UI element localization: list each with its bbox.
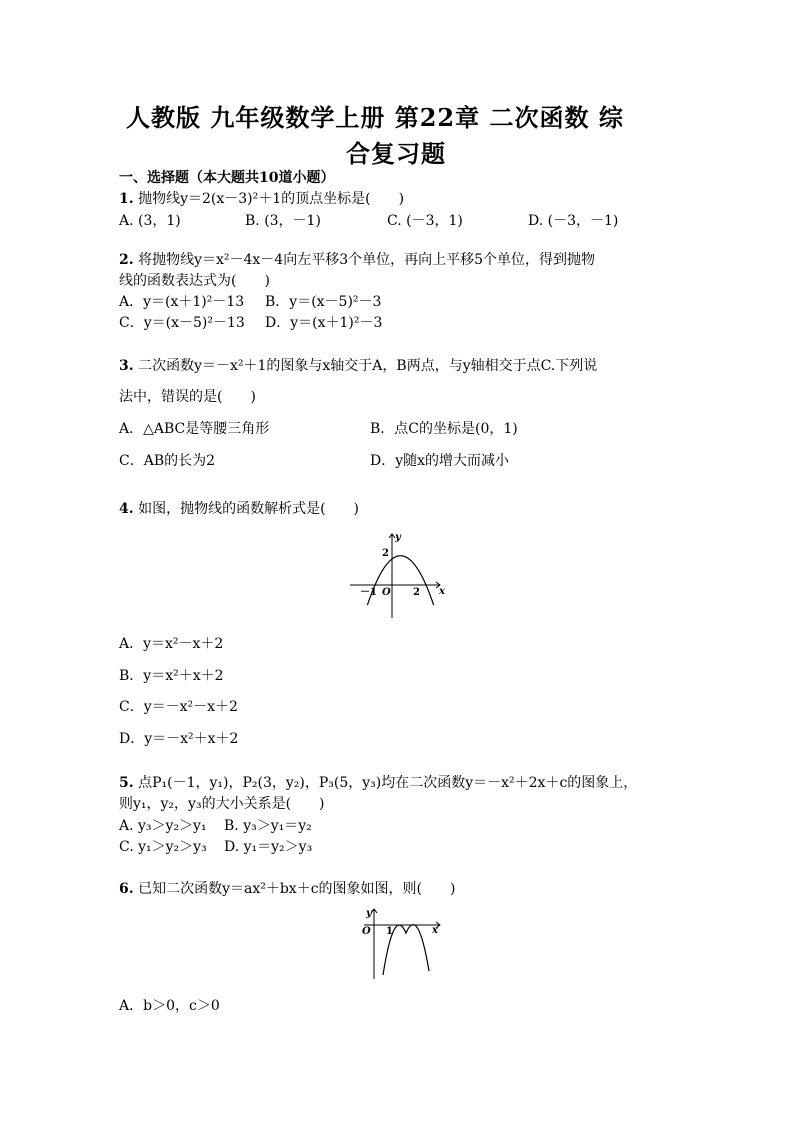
y-axis-label: y <box>366 908 372 919</box>
question-number: 3. <box>119 358 134 374</box>
q5-option-a: A. y₃＞y₂＞y₁ <box>119 818 207 834</box>
question-number: 2. <box>119 252 134 268</box>
q3-option-c: C．AB的长为2 <box>119 453 216 469</box>
q1-option-a: A. (3，1) <box>119 213 181 229</box>
question-2-stem-line1 <box>119 249 595 269</box>
question-text: 已知二次函数y＝ax²＋bx＋c的图象如图，则( ) <box>138 881 456 897</box>
q6-option-a: A．b＞0，c＞0 <box>119 998 220 1014</box>
question-text: 二次函数y＝－x²＋1的图象与x轴交于A，B两点，与y轴相交于点C.下列说 <box>138 358 598 374</box>
question-text: 如图，抛物线的函数解析式是( ) <box>138 501 360 517</box>
y-axis-label: y <box>395 532 401 543</box>
q5-option-c: C. y₁＞y₂＞y₃ <box>119 839 207 855</box>
question-number: 1. <box>119 191 134 207</box>
x-axis-label: x <box>432 925 438 936</box>
q2-option-a: A．y＝(x＋1)²－13 <box>119 294 245 310</box>
question-3-stem-line1 <box>119 355 597 375</box>
q4-option-d: D．y＝－x²＋x＋2 <box>119 731 239 747</box>
origin-label: O <box>382 587 391 598</box>
question-2-stem-line2: 线的函数表达式为( ) <box>119 273 270 289</box>
x-axis-label: x <box>439 586 445 597</box>
page-title-line1: 人教版 九年级数学上册 第22章 二次函数 综 <box>126 103 624 132</box>
q4-option-b: B．y＝x²＋x＋2 <box>119 668 224 684</box>
question-text: 点P₁(－1，y₁)，P₂(3，y₂)，P₃(5，y₃)均在二次函数y＝－x²＋2x＋c的图象上， <box>138 775 638 791</box>
question-number: 4. <box>119 501 134 517</box>
parabola-curve <box>367 556 433 605</box>
q1-option-c: C. (－3，1) <box>387 213 463 229</box>
root-neg-one-label: －1 <box>360 587 377 598</box>
q5-option-b: B. y₃＞y₁＝y₂ <box>224 818 312 834</box>
question-1-stem <box>119 188 404 208</box>
question-3-stem-line2: 法中，错误的是( ) <box>119 389 256 405</box>
question-6-stem <box>119 878 455 898</box>
question-number: 5. <box>119 775 134 791</box>
page-title-line2: 合复习题 <box>346 139 446 168</box>
question-4-stem <box>119 498 359 518</box>
q2-option-c: C．y＝(x－5)²－13 <box>119 315 245 331</box>
origin-label: O <box>362 926 371 937</box>
question-text: 将抛物线y＝x²－4x－4向左平移3个单位，再向上平移5个单位，得到抛物 <box>138 252 596 268</box>
y-intercept-label: 2 <box>382 548 389 559</box>
question-text: 抛物线y＝2(x－3)²＋1的顶点坐标是( ) <box>138 191 405 207</box>
section-heading: 一、选择题（本大题共10道小题） <box>119 170 335 186</box>
q1-option-b: B. (3，－1) <box>245 213 321 229</box>
question-5-stem-line1 <box>119 772 637 792</box>
q2-option-b: B．y＝(x－5)²－3 <box>265 294 382 310</box>
q4-parabola-graph <box>340 528 450 620</box>
q2-option-d: D．y＝(x＋1)²－3 <box>265 315 383 331</box>
q3-option-a: A．△ABC是等腰三角形 <box>119 421 270 437</box>
q4-option-c: C．y＝－x²－x＋2 <box>119 699 238 715</box>
question-number: 6. <box>119 881 134 897</box>
q3-option-d: D．y随x的增大而减小 <box>370 453 510 469</box>
q5-option-d: D. y₁＝y₂＞y₃ <box>224 839 313 855</box>
q3-option-b: B．点C的坐标是(0，1) <box>370 421 518 437</box>
q6-parabola-graph <box>352 905 447 981</box>
question-5-stem-line2: 则y₁，y₂，y₃的大小关系是( ) <box>119 796 325 812</box>
q4-option-a: A．y＝x²－x＋2 <box>119 636 224 652</box>
tick-one-label: 1 <box>386 926 393 937</box>
root-two-label: 2 <box>413 587 420 598</box>
q1-option-d: D. (－3，－1) <box>528 213 619 229</box>
